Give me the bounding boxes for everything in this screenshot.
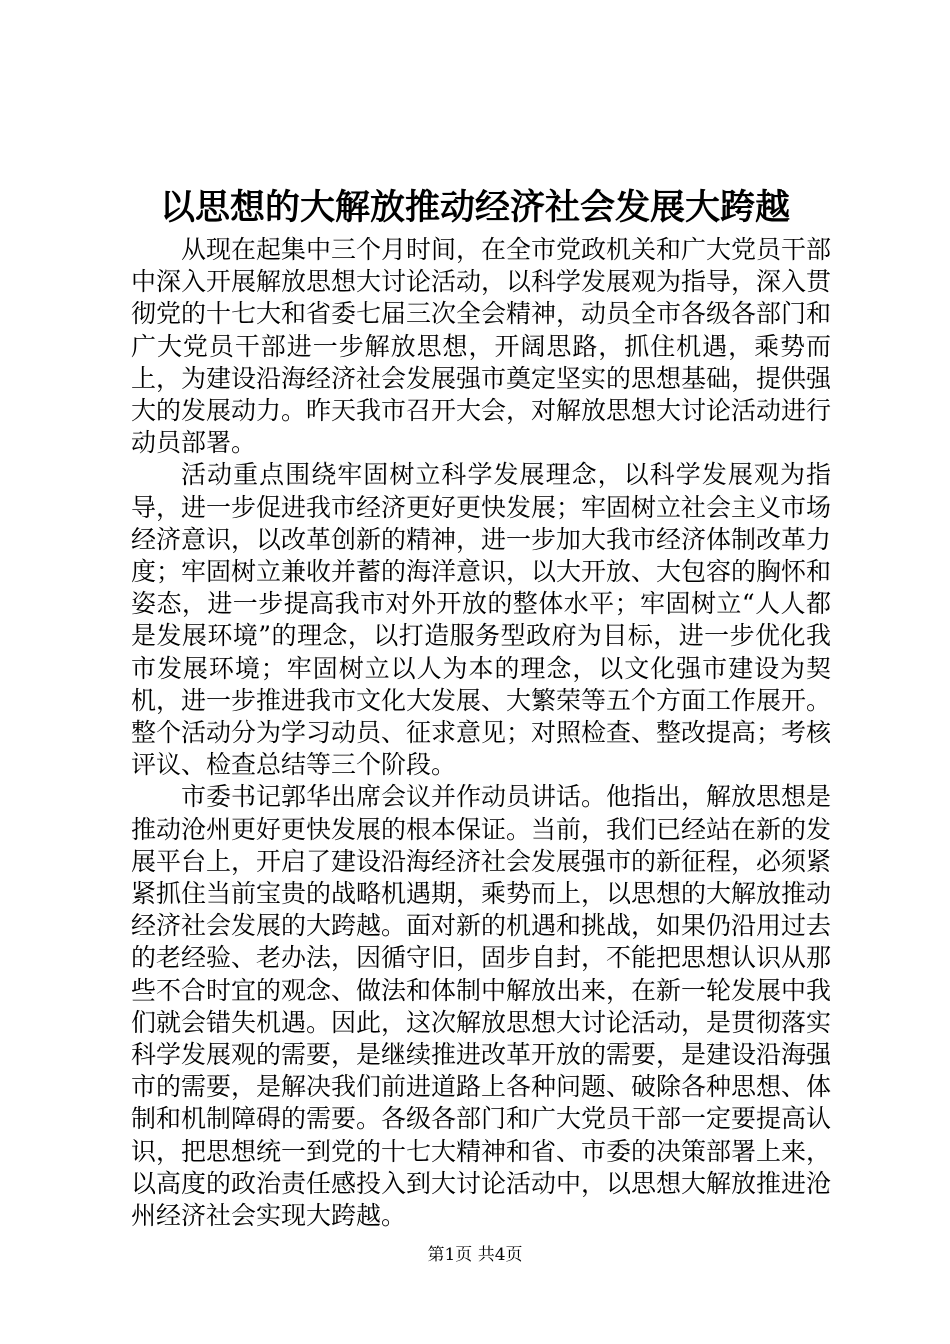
body-paragraph-1: 从现在起集中三个月时间，在全市党政机关和广大党员干部中深入开展解放思想大讨论活动，以科学发展观为指导，深入贯彻党的十七大和省委七届三次全会精神，动员全市各级各部门和广大党员干部进一步解放思想，开阔思路，抓住机遇，乘势而上，为建设沿海经济社会发展强市奠定坚实的思想基础，提供强大的发展动力。昨天我市召开大会，对解放思想大讨论活动进行动员部署。: [131, 235, 832, 458]
body-paragraph-3: 市委书记郭华出席会议并作动员讲话。他指出，解放思想是推动沧州更好更快发展的根本保证。当前，我们已经站在新的发展平台上，开启了建设沿海经济社会发展强市的新征程，必须紧紧抓住当前宝贵的战略机遇期，乘势而上，以思想的大解放推动经济社会发展的大跨越。面对新的机遇和挑战，如果仍沿用过去的老经验、老办法，因循守旧，固步自封，不能把思想认识从那些不合时宜的观念、做法和体制中解放出来，在新一轮发展中我们就会错失机遇。因此，这次解放思想大讨论活动，是贯彻落实科学发展观的需要，是继续推进改革开放的需要，是建设沿海强市的需要，是解决我们前进道路上各种问题、破除各种思想、体制和机制障碍的需要。各级各部门和广大党员干部一定要提高认识，把思想统一到党的十七大精神和省、市委的决策部署上来，以高度的政治责任感投入到大讨论活动中，以思想大解放推进沧州经济社会实现大跨越。: [131, 782, 832, 1231]
body-paragraph-2: 活动重点围绕牢固树立科学发展理念，以科学发展观为指导，进一步促进我市经济更好更快发展；牢固树立社会主义市场经济意识，以改革创新的精神，进一步加大我市经济体制改革力度；牢固树立兼收并蓄的海洋意识，以大开放、大包容的胸怀和姿态，进一步提高我市对外开放的整体水平；牢固树立“人人都是发展环境”的理念，以打造服务型政府为目标，进一步优化我市发展环境；牢固树立以人为本的理念，以文化强市建设为契机，进一步推进我市文化大发展、大繁荣等五个方面工作展开。整个活动分为学习动员、征求意见；对照检查、整改提高；考核评议、检查总结等三个阶段。: [131, 460, 832, 780]
document-title: 以思想的大解放推动经济社会发展大跨越: [159, 187, 790, 228]
page-number-footer: 第1页 共4页: [427, 1245, 523, 1265]
document-body: [131, 234, 831, 1232]
